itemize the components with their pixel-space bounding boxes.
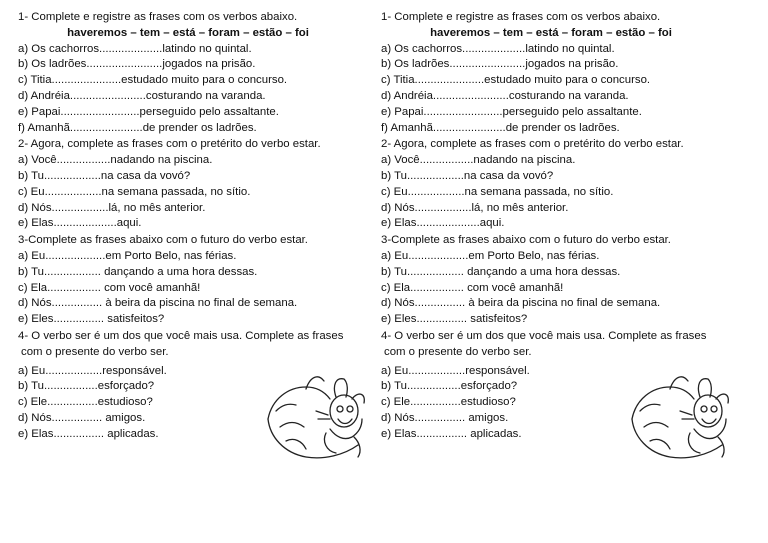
ex1-item-f: f) Amanhã.......................de prender os ladrões. [18,121,257,134]
ex1-item-b: b) Os ladrões........................jogados na prisão. [381,58,619,71]
ex1-item-e: e) Papai.........................perseguido pelo assaltante. [381,105,642,118]
ex1-title: 1- Complete e registre as frases com os verbos abaixo. [381,11,661,23]
ex4-item-e: e) Elas................ aplicadas. [18,427,159,440]
ex1-item-a: a) Os cachorros....................latindo no quintal. [18,42,252,55]
ex3-title: 3-Complete as frases abaixo com o futuro do verbo estar. [381,234,671,247]
ex1-item-b: b) Os ladrões........................jogados na prisão. [18,58,256,71]
ex2-item-d: d) Nós..................lá, no mês anterior. [381,201,569,214]
ex3-item-e: e) Eles................ satisfeitos? [18,313,165,326]
ex2-item-d: d) Nós..................lá, no mês anterior. [18,201,206,214]
ex3-item-b: b) Tu.................. dançando a uma hora dessas. [381,265,621,278]
ex4-item-c: c) Ele................estudioso? [18,396,153,409]
ex2-item-c: c) Eu..................na semana passada, no sítio. [381,185,614,198]
ex1-verb-list: haveremos – tem – está – foram – estão – foi [67,26,309,39]
ex4-item-d: d) Nós................ amigos. [381,411,509,424]
ex3-item-c: c) Ela................. com você amanhã! [381,281,564,294]
ex4-title-line1: 4- O verbo ser é um dos que você mais usa. Complete as frases [18,329,344,342]
ex1-item-f: f) Amanhã.......................de prender os ladrões. [381,121,620,134]
ex2-item-a: a) Você.................nadando na piscina. [381,154,576,167]
ex3-item-d: d) Nós................ à beira da piscina no final de semana. [18,297,298,310]
ex3-item-a: a) Eu...................em Porto Belo, nas férias. [18,249,237,262]
ex4-item-a: a) Eu..................responsável. [381,364,530,377]
ex2-item-e: e) Elas....................aqui. [18,217,142,230]
ex2-title: 2- Agora, complete as frases com o pretérito do verbo estar. [18,138,321,151]
ex4-item-a: a) Eu..................responsável. [18,364,167,377]
ex3-item-c: c) Ela................. com você amanhã! [18,281,201,294]
ex1-item-d: d) Andréia........................costurando na varanda. [381,89,629,102]
ex3-item-e: e) Eles................ satisfeitos? [381,313,528,326]
ex4-title-line1: 4- O verbo ser é um dos que você mais usa. Complete as frases [381,329,707,342]
ex4-title-line2: com o presente do verbo ser. [21,345,169,358]
ex4-item-d: d) Nós................ amigos. [18,411,146,424]
cartoon-cat-mouse-icon [630,371,734,461]
ex1-item-d: d) Andréia........................costurando na varanda. [18,89,266,102]
ex1-item-c: c) Titia......................estudado muito para o concurso. [381,74,651,87]
ex1-item-e: e) Papai.........................perseguido pelo assaltante. [18,105,279,118]
ex3-item-b: b) Tu.................. dançando a uma hora dessas. [18,265,258,278]
ex1-item-a: a) Os cachorros....................latindo no quintal. [381,42,615,55]
cartoon-cat-mouse-icon [266,371,370,461]
ex2-item-b: b) Tu..................na casa da vovó? [381,169,554,182]
ex3-item-a: a) Eu...................em Porto Belo, nas férias. [381,249,600,262]
ex2-title: 2- Agora, complete as frases com o pretérito do verbo estar. [381,138,684,151]
ex4-title-line2: com o presente do verbo ser. [384,345,532,358]
ex2-item-e: e) Elas....................aqui. [381,217,505,230]
ex4-item-b: b) Tu.................esforçado? [381,380,518,393]
ex1-item-c: c) Titia......................estudado muito para o concurso. [18,74,288,87]
ex2-item-b: b) Tu..................na casa da vovó? [18,169,191,182]
ex4-item-c: c) Ele................estudioso? [381,396,516,409]
ex3-item-d: d) Nós................ à beira da piscina no final de semana. [381,297,661,310]
ex4-item-e: e) Elas................ aplicadas. [381,427,522,440]
ex1-verb-list: haveremos – tem – está – foram – estão – foi [430,26,672,39]
ex4-item-b: b) Tu.................esforçado? [18,380,155,393]
ex2-item-a: a) Você.................nadando na piscina. [18,154,213,167]
ex3-title: 3-Complete as frases abaixo com o futuro do verbo estar. [18,234,308,247]
ex1-title: 1- Complete e registre as frases com os verbos abaixo. [18,11,298,23]
ex2-item-c: c) Eu..................na semana passada, no sítio. [18,185,251,198]
